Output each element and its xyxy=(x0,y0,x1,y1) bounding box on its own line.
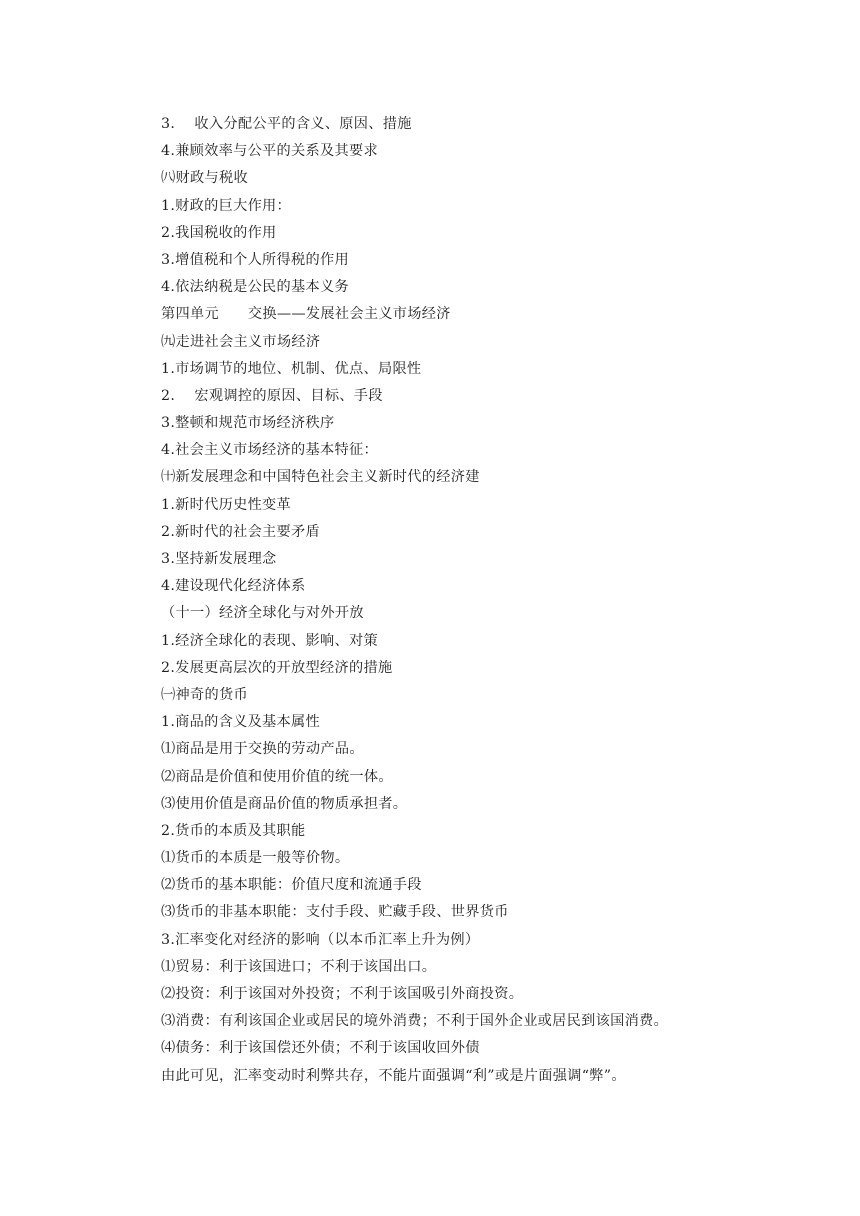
text-line: 1.市场调节的地位、机制、优点、局限性 xyxy=(161,360,422,377)
text-line: 2.我国税收的作用 xyxy=(161,224,277,241)
unit-heading: 第四单元 交换——发展社会主义市场经济 xyxy=(161,306,451,323)
section-heading: （十一）经济全球化与对外开放 xyxy=(161,605,364,622)
text-line: 3.汇率变化对经济的影响（以本币汇率上升为例） xyxy=(161,931,480,948)
section-heading: ㈨走进社会主义市场经济 xyxy=(161,333,321,350)
text-line: ⑴贸易：利于该国进口；不利于该国出口。 xyxy=(161,958,437,975)
section-heading: ㈧财政与税收 xyxy=(161,170,248,187)
text-line: ⑴商品是用于交换的劳动产品。 xyxy=(161,741,364,758)
text-line: ⑶消费：有利该国企业或居民的境外消费；不利于国外企业或居民到该国消费。 xyxy=(161,1013,669,1030)
text-line: 3.坚持新发展理念 xyxy=(161,551,277,567)
document-body xyxy=(161,111,801,1090)
conclusion-line: 由此可见，汇率变动时利弊共存，不能片面强调“利”或是片面强调“弊”。 xyxy=(161,1067,626,1084)
text-line: 3.增值税和个人所得税的作用 xyxy=(161,251,349,268)
text-line: ⑴货币的本质是一般等价物。 xyxy=(161,850,350,867)
text-line: 4.社会主义市场经济的基本特征： xyxy=(161,442,378,459)
text-line: 1.财政的巨大作用： xyxy=(161,197,292,214)
text-line: ⑵投资：利于该国对外投资；不利于该国吸引外商投资。 xyxy=(161,986,524,1002)
text-line: ⑵商品是价值和使用价值的统一体。 xyxy=(161,768,393,785)
text-line: 1.经济全球化的表现、影响、对策 xyxy=(161,632,378,649)
text-line: 3. 收入分配公平的含义、原因、措施 xyxy=(161,116,412,132)
text-line: ⑶货币的非基本职能：支付手段、贮藏手段、世界货币 xyxy=(161,904,509,921)
text-line: 2.发展更高层次的开放型经济的措施 xyxy=(161,659,393,676)
section-heading: ㈠神奇的货币 xyxy=(161,686,248,703)
text-line: 1.商品的含义及基本属性 xyxy=(161,714,321,731)
text-line: 4.兼顾效率与公平的关系及其要求 xyxy=(161,143,378,160)
text-line: 3.整顿和规范市场经济秩序 xyxy=(161,415,335,432)
text-line: 2.新时代的社会主要矛盾 xyxy=(161,523,321,540)
text-line: 4.建设现代化经济体系 xyxy=(161,578,306,595)
text-line: ⑷债务：利于该国偿还外债；不利于该国收回外债 xyxy=(161,1040,480,1057)
section-heading: ㈩新发展理念和中国特色社会主义新时代的经济建 xyxy=(161,469,480,486)
text-line: 2. 宏观调控的原因、目标、手段 xyxy=(161,387,383,404)
text-line: 2.货币的本质及其职能 xyxy=(161,822,306,839)
text-line: ⑵货币的基本职能：价值尺度和流通手段 xyxy=(161,877,422,894)
text-line: ⑶使用价值是商品价值的物质承担者。 xyxy=(161,795,408,812)
text-line: 4.依法纳税是公民的基本义务 xyxy=(161,279,349,296)
text-line: 1.新时代历史性变革 xyxy=(161,496,292,513)
